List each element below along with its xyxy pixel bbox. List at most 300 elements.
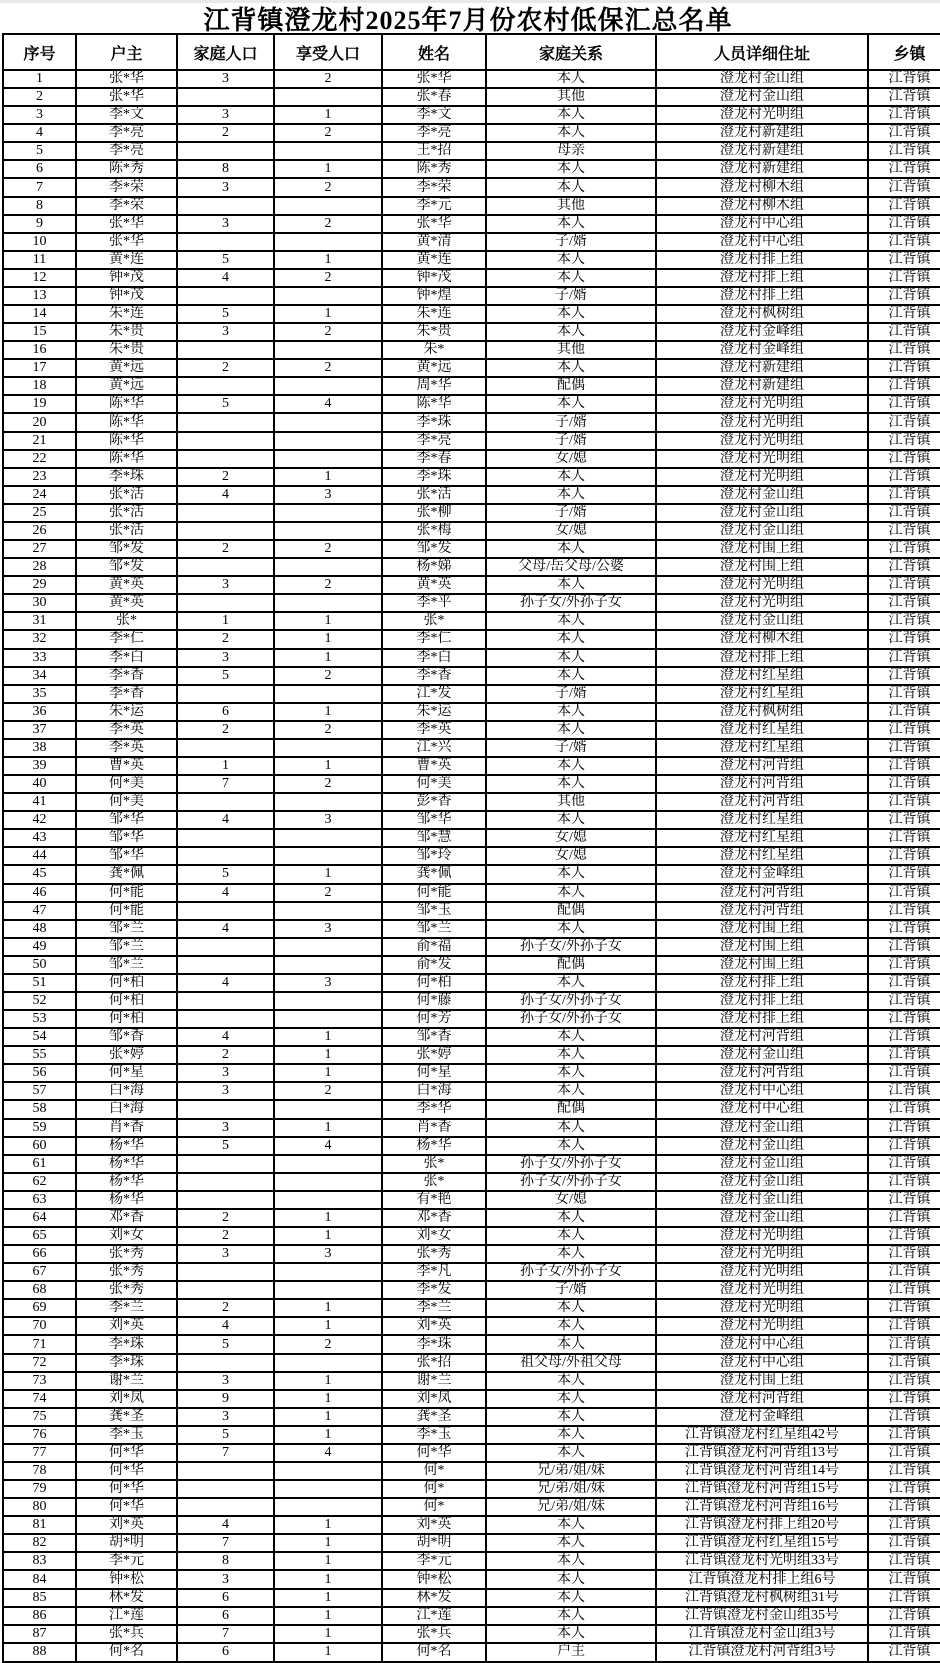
cell-enjoy bbox=[274, 956, 382, 974]
table-row bbox=[3, 721, 940, 739]
cell-relation: 本人 bbox=[486, 1227, 656, 1245]
cell-town: 江背镇 bbox=[868, 1607, 940, 1625]
cell-enjoy bbox=[274, 1281, 382, 1299]
cell-relation: 配偶 bbox=[486, 956, 656, 974]
cell-family bbox=[177, 522, 274, 540]
cell-family bbox=[177, 341, 274, 359]
cell-enjoy: 1 bbox=[274, 1299, 382, 1317]
cell-index: 87 bbox=[3, 1625, 76, 1643]
cell-relation: 孙子女/外孙子女 bbox=[486, 1263, 656, 1281]
cell-name: 张*春 bbox=[382, 88, 486, 106]
cell-name: 彭*香 bbox=[382, 793, 486, 811]
cell-relation: 本人 bbox=[486, 1408, 656, 1426]
cell-enjoy: 1 bbox=[274, 612, 382, 630]
cell-town: 江背镇 bbox=[868, 70, 940, 88]
cell-name: 李*发 bbox=[382, 1281, 486, 1299]
cell-relation: 子/婿 bbox=[486, 739, 656, 757]
cell-relation: 孙子女/外孙子女 bbox=[486, 1173, 656, 1191]
cell-head: 陈*华 bbox=[76, 432, 177, 450]
cell-town: 江背镇 bbox=[868, 1082, 940, 1100]
cell-name: 何* bbox=[382, 1498, 486, 1516]
cell-relation: 母亲 bbox=[486, 142, 656, 160]
cell-town: 江背镇 bbox=[868, 1335, 940, 1353]
cell-enjoy: 3 bbox=[274, 1245, 382, 1263]
cell-address: 澄龙村中心组 bbox=[656, 215, 868, 233]
cell-town: 江背镇 bbox=[868, 1552, 940, 1570]
cell-town: 江背镇 bbox=[868, 233, 940, 251]
cell-family: 3 bbox=[177, 576, 274, 594]
cell-enjoy: 1 bbox=[274, 1607, 382, 1625]
cell-head: 李*荣 bbox=[76, 197, 177, 215]
cell-address: 澄龙村光明组 bbox=[656, 1281, 868, 1299]
cell-head: 何*能 bbox=[76, 884, 177, 902]
cell-relation: 子/婿 bbox=[486, 685, 656, 703]
cell-enjoy: 1 bbox=[274, 1119, 382, 1137]
cell-index: 76 bbox=[3, 1426, 76, 1444]
cell-head: 李*英 bbox=[76, 721, 177, 739]
cell-town: 江背镇 bbox=[868, 1534, 940, 1552]
cell-address: 澄龙村光明组 bbox=[656, 1245, 868, 1263]
table-row bbox=[3, 811, 940, 829]
table-row bbox=[3, 703, 940, 721]
cell-relation: 孙子女/外孙子女 bbox=[486, 938, 656, 956]
cell-name: 陈*华 bbox=[382, 395, 486, 413]
cell-head: 何*名 bbox=[76, 1643, 177, 1662]
cell-address: 澄龙村红星组 bbox=[656, 847, 868, 865]
cell-family: 5 bbox=[177, 1137, 274, 1155]
cell-name: 邹*慧 bbox=[382, 829, 486, 847]
cell-enjoy bbox=[274, 829, 382, 847]
cell-name: 龚*圣 bbox=[382, 1408, 486, 1426]
cell-index: 19 bbox=[3, 395, 76, 413]
cell-relation: 本人 bbox=[486, 1209, 656, 1227]
cell-index: 54 bbox=[3, 1028, 76, 1046]
cell-town: 江背镇 bbox=[868, 884, 940, 902]
cell-index: 72 bbox=[3, 1354, 76, 1372]
cell-town: 江背镇 bbox=[868, 1625, 940, 1643]
table-row bbox=[3, 1119, 940, 1137]
cell-index: 34 bbox=[3, 667, 76, 685]
cell-index: 27 bbox=[3, 540, 76, 558]
cell-address: 澄龙村排上组 bbox=[656, 1010, 868, 1028]
cell-head: 张*秀 bbox=[76, 1281, 177, 1299]
cell-head: 邹*华 bbox=[76, 829, 177, 847]
table-row bbox=[3, 1372, 940, 1390]
cell-enjoy: 1 bbox=[274, 1625, 382, 1643]
cell-index: 85 bbox=[3, 1589, 76, 1607]
cell-address: 澄龙村围上组 bbox=[656, 558, 868, 576]
cell-address: 澄龙村河背组 bbox=[656, 757, 868, 775]
cell-name: 朱*连 bbox=[382, 305, 486, 323]
cell-name: 何* bbox=[382, 1480, 486, 1498]
cell-town: 江背镇 bbox=[868, 1643, 940, 1662]
cell-town: 江背镇 bbox=[868, 1010, 940, 1028]
cell-relation: 本人 bbox=[486, 323, 656, 341]
cell-address: 澄龙村新建组 bbox=[656, 124, 868, 142]
cell-address: 澄龙村金峰组 bbox=[656, 341, 868, 359]
cell-enjoy: 1 bbox=[274, 1552, 382, 1570]
cell-town: 江背镇 bbox=[868, 468, 940, 486]
cell-address: 澄龙村新建组 bbox=[656, 160, 868, 178]
cell-enjoy: 1 bbox=[274, 1643, 382, 1662]
cell-name: 胡*明 bbox=[382, 1534, 486, 1552]
table-row bbox=[3, 468, 940, 486]
cell-family bbox=[177, 739, 274, 757]
cell-name: 邹*玲 bbox=[382, 847, 486, 865]
cell-name: 江*兴 bbox=[382, 739, 486, 757]
cell-family bbox=[177, 1191, 274, 1209]
table-row bbox=[3, 884, 940, 902]
cell-town: 江背镇 bbox=[868, 1281, 940, 1299]
cell-head: 黄*连 bbox=[76, 251, 177, 269]
cell-relation: 其他 bbox=[486, 341, 656, 359]
cell-enjoy bbox=[274, 233, 382, 251]
cell-town: 江背镇 bbox=[868, 215, 940, 233]
cell-enjoy bbox=[274, 938, 382, 956]
cell-family: 4 bbox=[177, 1317, 274, 1335]
cell-name: 张*梅 bbox=[382, 522, 486, 540]
table-row bbox=[3, 287, 940, 305]
cell-relation: 户主 bbox=[486, 1643, 656, 1662]
cell-address: 澄龙村柳木组 bbox=[656, 178, 868, 196]
cell-family bbox=[177, 504, 274, 522]
table-row bbox=[3, 395, 940, 413]
cell-address: 澄龙村光明组 bbox=[656, 106, 868, 124]
table-row bbox=[3, 829, 940, 847]
table-row bbox=[3, 594, 940, 612]
cell-enjoy bbox=[274, 1100, 382, 1118]
cell-family: 4 bbox=[177, 974, 274, 992]
cell-address: 澄龙村金山组 bbox=[656, 70, 868, 88]
cell-index: 43 bbox=[3, 829, 76, 847]
cell-relation: 兄/弟/姐/妹 bbox=[486, 1462, 656, 1480]
cell-name: 钟*茂 bbox=[382, 269, 486, 287]
cell-index: 66 bbox=[3, 1245, 76, 1263]
cell-family: 2 bbox=[177, 540, 274, 558]
cell-name: 有*艳 bbox=[382, 1191, 486, 1209]
table-row bbox=[3, 106, 940, 124]
cell-family: 8 bbox=[177, 1552, 274, 1570]
table-row bbox=[3, 160, 940, 178]
cell-index: 11 bbox=[3, 251, 76, 269]
cell-town: 江背镇 bbox=[868, 1589, 940, 1607]
cell-family bbox=[177, 793, 274, 811]
table-row bbox=[3, 305, 940, 323]
cell-town: 江背镇 bbox=[868, 178, 940, 196]
cell-relation: 本人 bbox=[486, 468, 656, 486]
cell-enjoy: 2 bbox=[274, 323, 382, 341]
cell-address: 澄龙村红星组 bbox=[656, 667, 868, 685]
cell-name: 邹*兰 bbox=[382, 920, 486, 938]
table-row bbox=[3, 450, 940, 468]
cell-index: 50 bbox=[3, 956, 76, 974]
cell-town: 江背镇 bbox=[868, 739, 940, 757]
cell-address: 澄龙村红星组 bbox=[656, 739, 868, 757]
cell-enjoy bbox=[274, 522, 382, 540]
cell-enjoy: 3 bbox=[274, 811, 382, 829]
cell-index: 65 bbox=[3, 1227, 76, 1245]
column-header-relation: 家庭关系 bbox=[486, 34, 656, 70]
cell-index: 14 bbox=[3, 305, 76, 323]
cell-relation: 本人 bbox=[486, 486, 656, 504]
cell-head: 刘*女 bbox=[76, 1227, 177, 1245]
cell-head: 李*珠 bbox=[76, 1335, 177, 1353]
cell-address: 澄龙村金山组 bbox=[656, 1209, 868, 1227]
cell-family: 3 bbox=[177, 649, 274, 667]
cell-name: 张* bbox=[382, 612, 486, 630]
cell-town: 江背镇 bbox=[868, 160, 940, 178]
cell-town: 江背镇 bbox=[868, 775, 940, 793]
cell-family bbox=[177, 1100, 274, 1118]
cell-address: 澄龙村金山组 bbox=[656, 522, 868, 540]
cell-head: 杨*华 bbox=[76, 1191, 177, 1209]
table-row bbox=[3, 1155, 940, 1173]
cell-town: 江背镇 bbox=[868, 504, 940, 522]
cell-town: 江背镇 bbox=[868, 974, 940, 992]
cell-family: 3 bbox=[177, 1245, 274, 1263]
table-row bbox=[3, 847, 940, 865]
table-row bbox=[3, 649, 940, 667]
cell-enjoy: 1 bbox=[274, 1372, 382, 1390]
cell-name: 李*文 bbox=[382, 106, 486, 124]
cell-address: 江背镇澄龙村河背组14号 bbox=[656, 1462, 868, 1480]
cell-index: 68 bbox=[3, 1281, 76, 1299]
cell-town: 江背镇 bbox=[868, 558, 940, 576]
table-row bbox=[3, 1354, 940, 1372]
cell-family: 2 bbox=[177, 1209, 274, 1227]
cell-name: 邹*华 bbox=[382, 811, 486, 829]
cell-name: 李*珠 bbox=[382, 413, 486, 431]
cell-relation: 本人 bbox=[486, 649, 656, 667]
cell-head: 黄*远 bbox=[76, 377, 177, 395]
cell-name: 俞*发 bbox=[382, 956, 486, 974]
cell-head: 张*华 bbox=[76, 233, 177, 251]
cell-address: 澄龙村红星组 bbox=[656, 721, 868, 739]
header-row bbox=[3, 34, 940, 70]
table-row bbox=[3, 1480, 940, 1498]
cell-relation: 本人 bbox=[486, 703, 656, 721]
cell-address: 澄龙村河背组 bbox=[656, 1390, 868, 1408]
table-row bbox=[3, 1426, 940, 1444]
cell-family: 2 bbox=[177, 124, 274, 142]
cell-family: 7 bbox=[177, 1534, 274, 1552]
cell-head: 杨*华 bbox=[76, 1155, 177, 1173]
cell-family bbox=[177, 233, 274, 251]
cell-address: 澄龙村光明组 bbox=[656, 576, 868, 594]
cell-family: 4 bbox=[177, 811, 274, 829]
cell-enjoy bbox=[274, 1354, 382, 1372]
cell-index: 83 bbox=[3, 1552, 76, 1570]
cell-family: 5 bbox=[177, 1426, 274, 1444]
cell-enjoy bbox=[274, 1263, 382, 1281]
cell-head: 张*婷 bbox=[76, 1046, 177, 1064]
table-row bbox=[3, 70, 940, 88]
table-row bbox=[3, 956, 940, 974]
cell-family bbox=[177, 1263, 274, 1281]
cell-head: 何*柏 bbox=[76, 1010, 177, 1028]
cell-relation: 子/婿 bbox=[486, 233, 656, 251]
cell-index: 84 bbox=[3, 1570, 76, 1588]
cell-enjoy: 4 bbox=[274, 395, 382, 413]
cell-enjoy bbox=[274, 902, 382, 920]
table-row bbox=[3, 1570, 940, 1588]
cell-index: 8 bbox=[3, 197, 76, 215]
cell-address: 澄龙村排上组 bbox=[656, 287, 868, 305]
cell-address: 澄龙村金山组 bbox=[656, 88, 868, 106]
cell-index: 79 bbox=[3, 1480, 76, 1498]
cell-family bbox=[177, 902, 274, 920]
cell-relation: 本人 bbox=[486, 1046, 656, 1064]
cell-head: 邹*华 bbox=[76, 811, 177, 829]
table-row bbox=[3, 992, 940, 1010]
cell-index: 33 bbox=[3, 649, 76, 667]
cell-town: 江背镇 bbox=[868, 1354, 940, 1372]
cell-name: 刘*英 bbox=[382, 1317, 486, 1335]
cell-index: 58 bbox=[3, 1100, 76, 1118]
cell-address: 澄龙村金山组 bbox=[656, 1046, 868, 1064]
table-row bbox=[3, 1643, 940, 1662]
cell-address: 澄龙村河背组 bbox=[656, 884, 868, 902]
cell-name: 张*婷 bbox=[382, 1046, 486, 1064]
table-row bbox=[3, 974, 940, 992]
cell-name: 何*芳 bbox=[382, 1010, 486, 1028]
cell-head: 邹*华 bbox=[76, 847, 177, 865]
cell-head: 李*兰 bbox=[76, 1299, 177, 1317]
cell-family: 3 bbox=[177, 70, 274, 88]
cell-relation: 本人 bbox=[486, 1570, 656, 1588]
cell-head: 刘*英 bbox=[76, 1317, 177, 1335]
cell-index: 9 bbox=[3, 215, 76, 233]
table-row bbox=[3, 504, 940, 522]
cell-enjoy bbox=[274, 432, 382, 450]
cell-relation: 其他 bbox=[486, 197, 656, 215]
cell-enjoy: 1 bbox=[274, 1227, 382, 1245]
cell-name: 李*春 bbox=[382, 450, 486, 468]
cell-town: 江背镇 bbox=[868, 1119, 940, 1137]
cell-enjoy bbox=[274, 504, 382, 522]
cell-relation: 女/媳 bbox=[486, 1191, 656, 1209]
cell-family bbox=[177, 413, 274, 431]
cell-enjoy: 2 bbox=[274, 1082, 382, 1100]
cell-town: 江背镇 bbox=[868, 1028, 940, 1046]
cell-enjoy bbox=[274, 88, 382, 106]
cell-name: 李*玉 bbox=[382, 1426, 486, 1444]
cell-address: 澄龙村红星组 bbox=[656, 829, 868, 847]
cell-address: 澄龙村光明组 bbox=[656, 432, 868, 450]
cell-name: 朱*运 bbox=[382, 703, 486, 721]
cell-family: 3 bbox=[177, 1570, 274, 1588]
cell-head: 李*文 bbox=[76, 106, 177, 124]
cell-town: 江背镇 bbox=[868, 649, 940, 667]
cell-name: 李*亮 bbox=[382, 432, 486, 450]
cell-index: 64 bbox=[3, 1209, 76, 1227]
cell-family: 5 bbox=[177, 305, 274, 323]
cell-index: 1 bbox=[3, 70, 76, 88]
column-header-head: 户主 bbox=[76, 34, 177, 70]
cell-enjoy: 1 bbox=[274, 1046, 382, 1064]
cell-address: 澄龙村河背组 bbox=[656, 1028, 868, 1046]
cell-name: 钟*松 bbox=[382, 1570, 486, 1588]
cell-town: 江背镇 bbox=[868, 1191, 940, 1209]
cell-address: 澄龙村枫树组 bbox=[656, 305, 868, 323]
cell-name: 张* bbox=[382, 1155, 486, 1173]
cell-town: 江背镇 bbox=[868, 1390, 940, 1408]
cell-relation: 本人 bbox=[486, 215, 656, 233]
cell-address: 澄龙村金山组 bbox=[656, 1119, 868, 1137]
cell-relation: 配偶 bbox=[486, 1100, 656, 1118]
cell-family: 2 bbox=[177, 1299, 274, 1317]
cell-family bbox=[177, 88, 274, 106]
cell-address: 江背镇澄龙村金山组3号 bbox=[656, 1625, 868, 1643]
cell-town: 江背镇 bbox=[868, 197, 940, 215]
cell-address: 澄龙村光明组 bbox=[656, 594, 868, 612]
table-row bbox=[3, 1498, 940, 1516]
cell-family: 4 bbox=[177, 1516, 274, 1534]
page-title: 江背镇澄龙村2025年7月份农村低保汇总名单 bbox=[203, 5, 733, 35]
cell-town: 江背镇 bbox=[868, 1317, 940, 1335]
cell-name: 谢*兰 bbox=[382, 1372, 486, 1390]
cell-town: 江背镇 bbox=[868, 667, 940, 685]
cell-index: 73 bbox=[3, 1372, 76, 1390]
cell-address: 江背镇澄龙村河背组15号 bbox=[656, 1480, 868, 1498]
cell-relation: 子/婿 bbox=[486, 413, 656, 431]
cell-family bbox=[177, 847, 274, 865]
cell-relation: 本人 bbox=[486, 1245, 656, 1263]
cell-address: 澄龙村柳木组 bbox=[656, 630, 868, 648]
cell-enjoy: 2 bbox=[274, 884, 382, 902]
cell-family: 5 bbox=[177, 865, 274, 883]
cell-address: 澄龙村金山组 bbox=[656, 1173, 868, 1191]
table-row bbox=[3, 1209, 940, 1227]
cell-town: 江背镇 bbox=[868, 703, 940, 721]
cell-address: 澄龙村光明组 bbox=[656, 450, 868, 468]
cell-index: 63 bbox=[3, 1191, 76, 1209]
table-row bbox=[3, 1408, 940, 1426]
cell-index: 4 bbox=[3, 124, 76, 142]
cell-town: 江背镇 bbox=[868, 486, 940, 504]
cell-town: 江背镇 bbox=[868, 1516, 940, 1534]
cell-name: 朱* bbox=[382, 341, 486, 359]
cell-address: 江背镇澄龙村光明组33号 bbox=[656, 1552, 868, 1570]
cell-town: 江背镇 bbox=[868, 847, 940, 865]
cell-family: 8 bbox=[177, 160, 274, 178]
cell-head: 江*莲 bbox=[76, 1607, 177, 1625]
cell-enjoy: 1 bbox=[274, 1589, 382, 1607]
cell-name: 何*华 bbox=[382, 1444, 486, 1462]
cell-relation: 孙子女/外孙子女 bbox=[486, 594, 656, 612]
cell-head: 何*柏 bbox=[76, 992, 177, 1010]
cell-town: 江背镇 bbox=[868, 685, 940, 703]
cell-head: 邹*兰 bbox=[76, 938, 177, 956]
cell-address: 澄龙村柳木组 bbox=[656, 197, 868, 215]
table-row bbox=[3, 432, 940, 450]
table-row bbox=[3, 1462, 940, 1480]
cell-relation: 本人 bbox=[486, 1516, 656, 1534]
cell-index: 6 bbox=[3, 160, 76, 178]
cell-enjoy bbox=[274, 450, 382, 468]
cell-index: 36 bbox=[3, 703, 76, 721]
cell-head: 肖*香 bbox=[76, 1119, 177, 1137]
cell-town: 江背镇 bbox=[868, 612, 940, 630]
cell-head: 朱*运 bbox=[76, 703, 177, 721]
cell-address: 江背镇澄龙村枫树组31号 bbox=[656, 1589, 868, 1607]
cell-family: 9 bbox=[177, 1390, 274, 1408]
cell-enjoy: 1 bbox=[274, 1209, 382, 1227]
cell-address: 澄龙村排上组 bbox=[656, 992, 868, 1010]
cell-head: 邹*兰 bbox=[76, 920, 177, 938]
cell-relation: 孙子女/外孙子女 bbox=[486, 1010, 656, 1028]
cell-family: 2 bbox=[177, 721, 274, 739]
